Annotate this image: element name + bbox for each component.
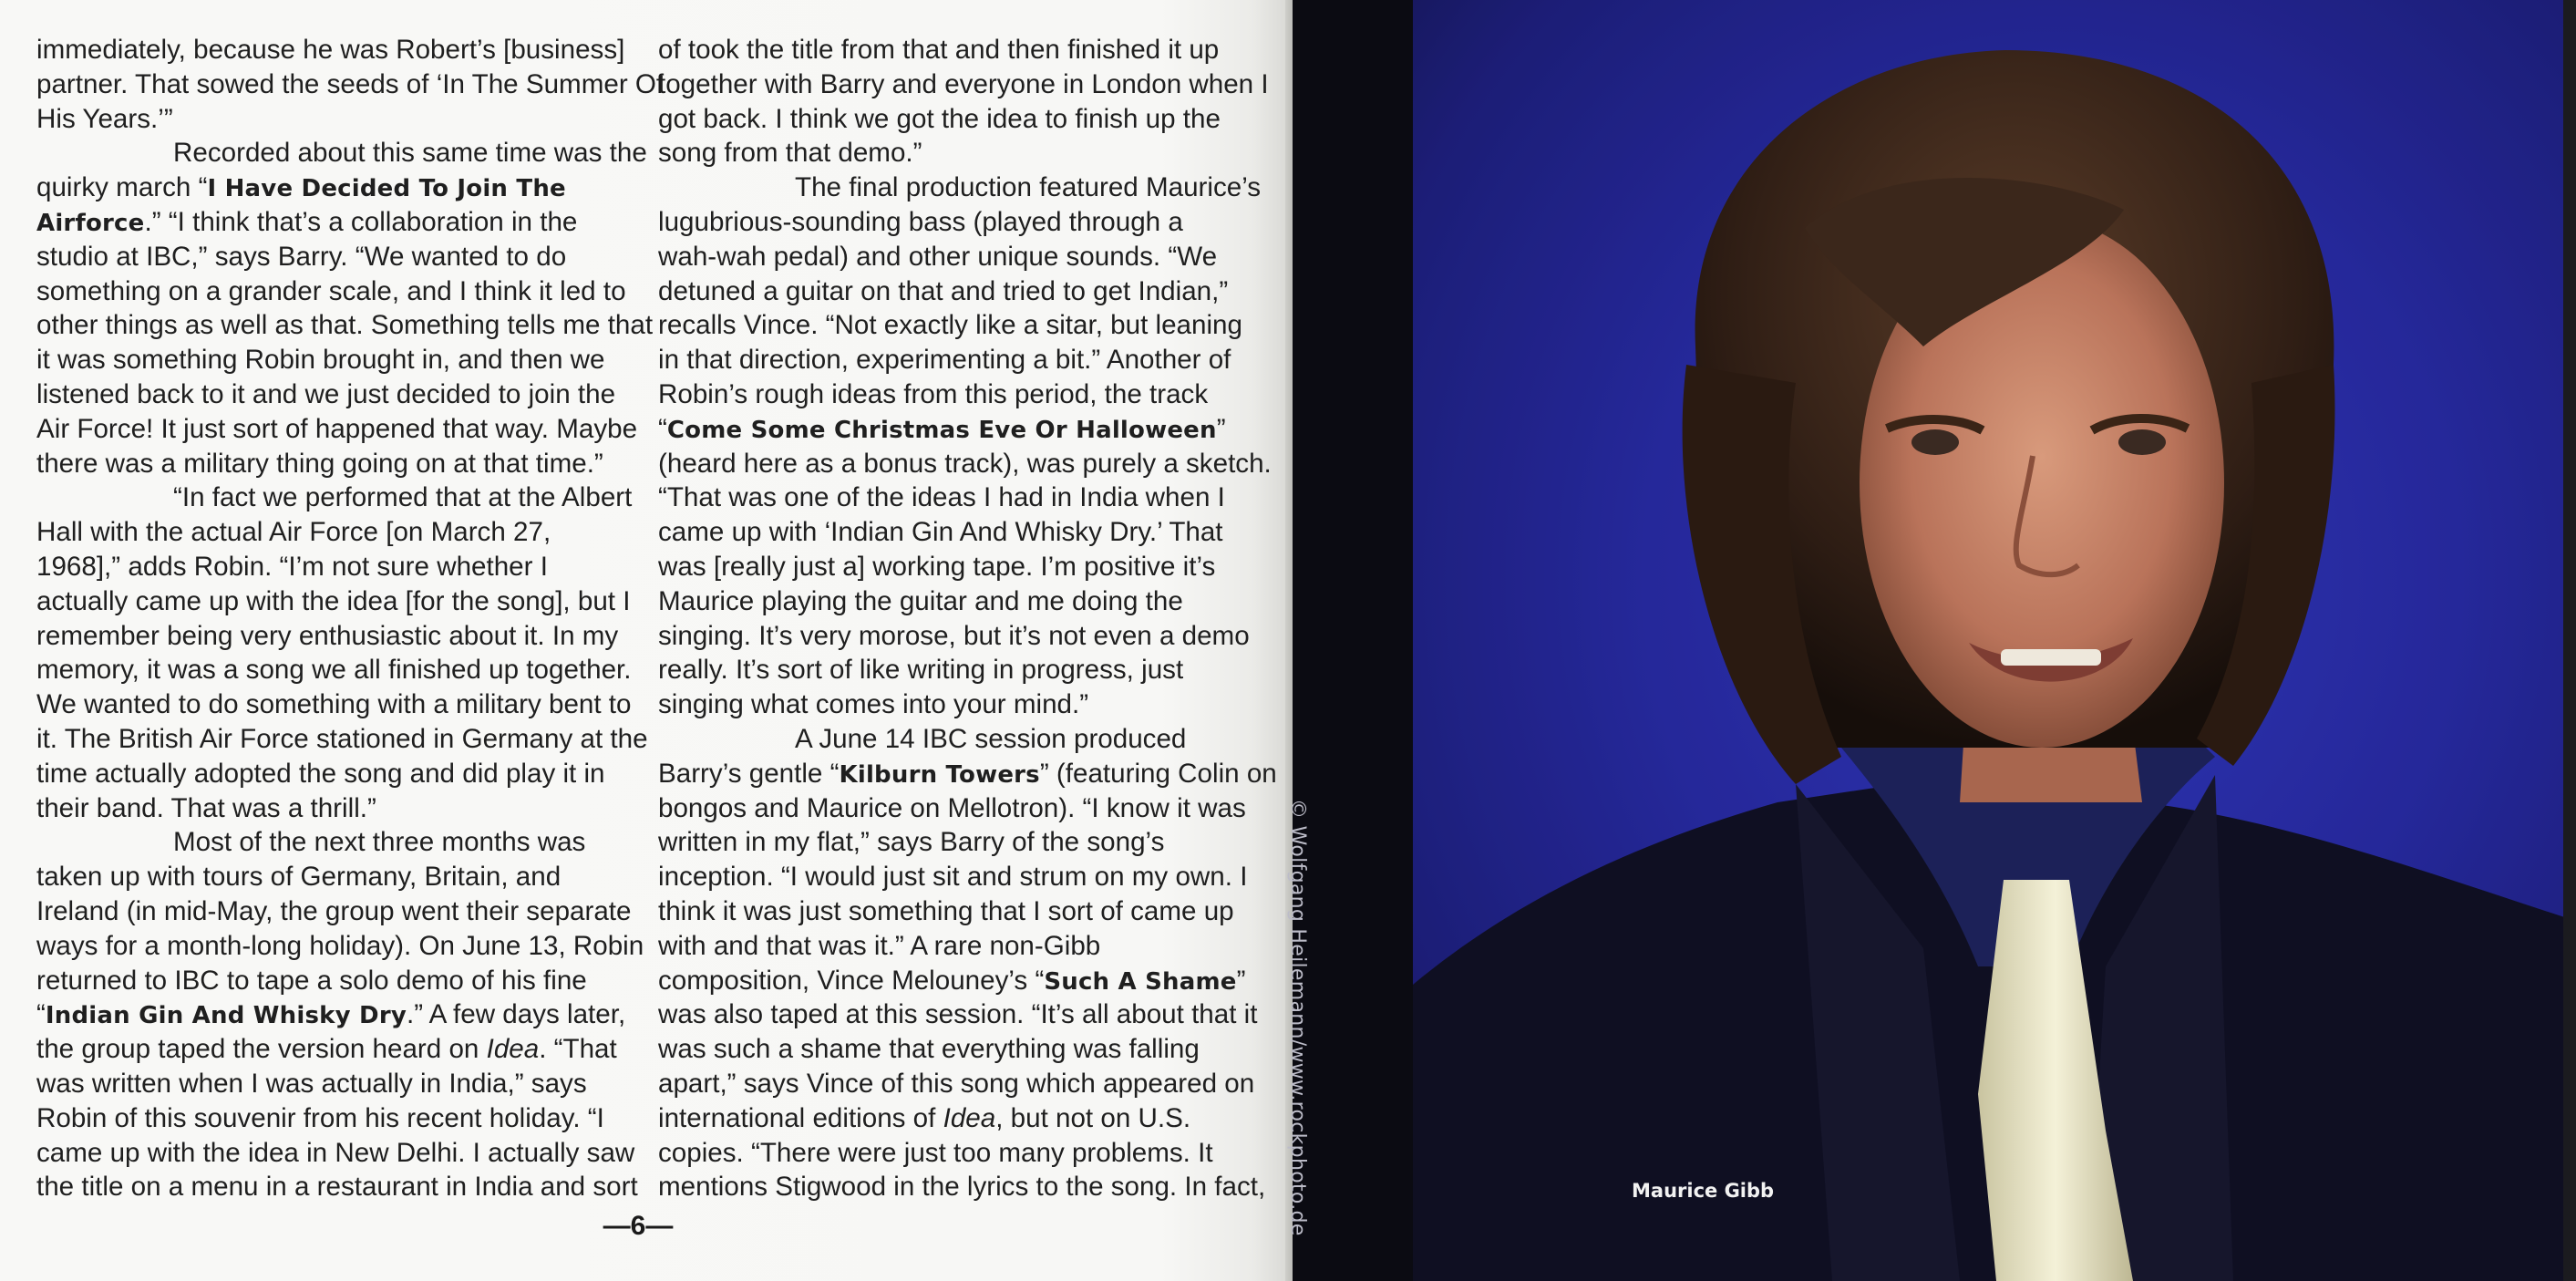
text-line xyxy=(36,860,620,894)
text-run: “In fact we performed that at the Albert xyxy=(173,482,633,513)
text-line xyxy=(36,619,620,654)
text-line xyxy=(36,447,620,481)
photo-caption: Maurice Gibb xyxy=(1632,1180,1775,1202)
text-run: wah-wah pedal) and other unique sounds. “We xyxy=(658,241,1218,272)
text-run: lugubrious-sounding bass (played through a xyxy=(658,206,1183,237)
text-run: bongos and Maurice on Mellotron). “I know it was xyxy=(658,792,1246,823)
text-column-right xyxy=(658,33,1277,1204)
text-line xyxy=(36,929,644,964)
page-number: —6— xyxy=(603,1211,674,1241)
text-run: song from that demo.” xyxy=(658,138,922,169)
text-run: mentions Stigwood in the lyrics to the song. In fact, xyxy=(658,1172,1266,1203)
text-run: with and that was it.” A rare non-Gibb xyxy=(658,930,1101,961)
text-line xyxy=(658,1101,1240,1136)
text-run: it. The British Air Force stationed in Germany at the xyxy=(36,723,648,754)
song-title: Indian Gin And Whisky Dry xyxy=(45,1002,407,1030)
text-run: His Years.’” xyxy=(36,103,173,134)
text-line xyxy=(36,136,647,170)
text-run: was also taped at this session. “It’s all about that it xyxy=(658,999,1258,1030)
text-run: quirky march “ xyxy=(36,172,208,203)
text-run: Recorded about this same time was the xyxy=(173,138,647,169)
text-line xyxy=(658,102,1240,137)
song-title: Airforce xyxy=(36,209,145,237)
text-run: memory, it was a song we all finished up together. xyxy=(36,655,632,686)
photo-credit: © Wolfgang Heilemann/www.rockphoto.de xyxy=(1286,799,1309,1236)
text-line xyxy=(658,687,1240,722)
text-line xyxy=(658,377,1240,412)
text-run: was such a shame that everything was falling xyxy=(658,1034,1200,1065)
text-line xyxy=(658,412,1240,447)
text-line xyxy=(658,791,1246,826)
text-line xyxy=(36,274,626,309)
text-line xyxy=(658,997,1258,1032)
text-line xyxy=(658,308,1240,343)
text-line xyxy=(658,1170,1266,1204)
text-run: Ireland (in mid-May, the group went their separate xyxy=(36,895,632,926)
text-run: Air Force! It just sort of happened that way. Maybe xyxy=(36,413,638,444)
eye-left xyxy=(1911,429,1959,455)
booklet-edge xyxy=(2563,0,2576,1281)
text-run: , but not on U.S. xyxy=(995,1102,1191,1133)
text-run: singing. It’s very morose, but it’s not even a demo xyxy=(658,620,1250,651)
text-line xyxy=(658,67,1269,102)
text-line xyxy=(36,722,648,757)
text-line xyxy=(658,964,1246,998)
eye-right xyxy=(2118,429,2166,455)
text-line xyxy=(658,860,1248,894)
text-run: there was a military thing going on at that time.” xyxy=(36,448,603,479)
text-line xyxy=(36,894,632,929)
text-run: Maurice playing the guitar and me doing the xyxy=(658,585,1183,616)
text-run: taken up with tours of Germany, Britain, and xyxy=(36,862,562,893)
text-line xyxy=(36,308,654,343)
text-run: . “That xyxy=(539,1034,617,1065)
text-line xyxy=(36,964,620,998)
text-line xyxy=(658,619,1250,654)
text-run: ways for a month-long holiday). On June 13, Robin xyxy=(36,930,644,961)
text-run: The final production featured Maurice’s xyxy=(795,172,1262,203)
text-run: Hall with the actual Air Force [on March 27, xyxy=(36,517,551,548)
text-run: together with Barry and everyone in London when I xyxy=(658,68,1269,99)
text-run: came up with ‘Indian Gin And Whisky Dry.’ That xyxy=(658,517,1223,548)
text-run: something on a grander scale, and I think it led to xyxy=(36,275,626,306)
song-title: I Have Decided To Join The xyxy=(207,175,566,203)
text-line xyxy=(658,1032,1240,1067)
text-line xyxy=(36,412,638,447)
text-run: inception. “I would just sit and strum on my own. I xyxy=(658,862,1248,893)
text-line xyxy=(36,240,620,274)
text-run: Barry’s gentle “ xyxy=(658,758,840,789)
text-line xyxy=(658,205,1240,240)
text-line xyxy=(36,480,633,515)
text-run: ” xyxy=(1236,965,1246,996)
text-line xyxy=(658,929,1240,964)
text-line xyxy=(36,1032,620,1067)
text-run: really. It’s sort of like writing in progress, just xyxy=(658,655,1184,686)
text-run: listened back to it and we just decided to join the xyxy=(36,378,616,409)
text-run: the title on a menu in a restaurant in India and sort xyxy=(36,1172,638,1203)
text-line xyxy=(658,480,1240,515)
text-line xyxy=(36,1067,620,1101)
text-run: Most of the next three months was xyxy=(173,827,586,858)
text-run: studio at IBC,” says Barry. “We wanted to do xyxy=(36,241,567,272)
text-run: time actually adopted the song and did play it in xyxy=(36,758,605,789)
text-line xyxy=(36,653,632,687)
text-line xyxy=(36,757,620,791)
text-run: composition, Vince Melouney’s “ xyxy=(658,965,1045,996)
text-line xyxy=(658,1067,1255,1101)
text-run: got back. I think we got the idea to finish up the xyxy=(658,103,1221,134)
text-line xyxy=(658,343,1240,377)
text-line xyxy=(658,653,1240,687)
text-run: “ xyxy=(36,999,46,1030)
text-line xyxy=(658,447,1272,481)
text-run: singing what comes into your mind.” xyxy=(658,689,1089,720)
portrait-photo xyxy=(1413,0,2576,1281)
text-line xyxy=(658,170,1262,205)
text-run: immediately, because he was Robert’s [business] xyxy=(36,35,625,65)
text-run: was [really just a] working tape. I’m positive it’s xyxy=(658,551,1216,582)
text-run: recalls Vince. “Not exactly like a sitar, but leaning xyxy=(658,310,1242,341)
text-line xyxy=(36,687,632,722)
text-line xyxy=(36,997,626,1032)
text-line xyxy=(36,33,625,67)
text-run: ” xyxy=(1216,413,1226,444)
text-line xyxy=(658,33,1240,67)
song-title: Kilburn Towers xyxy=(839,760,1040,789)
text-line xyxy=(36,377,620,412)
text-line xyxy=(658,136,1240,170)
text-line xyxy=(36,550,620,584)
text-line xyxy=(36,825,620,860)
text-line xyxy=(36,343,620,377)
text-line xyxy=(658,894,1240,929)
text-run: other things as well as that. Something tells me that xyxy=(36,310,654,341)
text-line xyxy=(36,170,620,205)
text-run: returned to IBC to tape a solo demo of his fine xyxy=(36,965,587,996)
text-line xyxy=(36,205,620,240)
text-line xyxy=(36,515,620,550)
text-line xyxy=(658,240,1240,274)
text-run: “ xyxy=(658,413,667,444)
text-run: 1968],” adds Robin. “I’m not sure whether I xyxy=(36,551,548,582)
text-line xyxy=(658,550,1240,584)
text-line xyxy=(36,791,620,826)
text-line xyxy=(658,1136,1240,1171)
text-run: copies. “There were just too many problems. It xyxy=(658,1137,1213,1168)
text-run: Robin of this souvenir from his recent holiday. “I xyxy=(36,1102,604,1133)
text-run: the group taped the version heard on xyxy=(36,1034,487,1065)
text-run: apart,” says Vince of this song which appeared on xyxy=(658,1068,1255,1099)
text-run: (heard here as a bonus track), was purely a sketch. xyxy=(658,448,1272,479)
text-line xyxy=(658,825,1240,860)
text-run: of took the title from that and then finished it up xyxy=(658,35,1220,65)
text-run: international editions of xyxy=(658,1102,943,1133)
text-run: remember being very enthusiastic about it. In my xyxy=(36,620,619,651)
text-column-left xyxy=(36,33,665,1204)
text-line xyxy=(658,515,1240,550)
song-title: Such A Shame xyxy=(1044,967,1237,996)
portrait-illustration xyxy=(1413,0,2576,1281)
text-run: .” A few days later, xyxy=(407,999,626,1030)
text-run: We wanted to do something with a military bent to xyxy=(36,689,632,720)
text-run: in that direction, experimenting a bit.” Another of xyxy=(658,345,1231,376)
text-run: was written when I was actually in India,” says xyxy=(36,1068,587,1099)
song-title: Come Some Christmas Eve Or Halloween xyxy=(666,416,1217,444)
text-line xyxy=(36,1101,620,1136)
text-line xyxy=(658,584,1240,619)
text-run: their band. That was a thrill.” xyxy=(36,792,376,823)
text-run: partner. That sowed the seeds of ‘In The Summer Of xyxy=(36,68,665,99)
text-run: written in my flat,” says Barry of the song’s xyxy=(658,827,1165,858)
text-line xyxy=(36,584,631,619)
text-run: “That was one of the ideas I had in India when I xyxy=(658,482,1225,513)
text-run: it was something Robin brought in, and then we xyxy=(36,345,605,376)
text-line xyxy=(36,1170,638,1204)
text-run: A June 14 IBC session produced xyxy=(795,723,1187,754)
text-run: came up with the idea in New Delhi. I actually saw xyxy=(36,1137,635,1168)
text-line xyxy=(658,757,1277,791)
text-run: Robin’s rough ideas from this period, the track xyxy=(658,378,1209,409)
photo-page xyxy=(1286,0,2576,1281)
text-run: .” “I think that’s a collaboration in the xyxy=(144,206,578,237)
album-title: Idea xyxy=(486,1034,540,1065)
text-run: think it was just something that I sort of came up xyxy=(658,895,1234,926)
teeth xyxy=(2001,649,2101,666)
album-title: Idea xyxy=(943,1102,996,1133)
text-line xyxy=(36,67,665,102)
text-line xyxy=(36,102,620,137)
text-line xyxy=(658,722,1240,757)
text-run: actually came up with the idea [for the song], but I xyxy=(36,585,631,616)
text-run: ” (featuring Colin on xyxy=(1039,758,1277,789)
text-line xyxy=(658,274,1240,309)
text-line xyxy=(36,1136,635,1171)
text-run: detuned a guitar on that and tried to get Indian,” xyxy=(658,275,1229,306)
